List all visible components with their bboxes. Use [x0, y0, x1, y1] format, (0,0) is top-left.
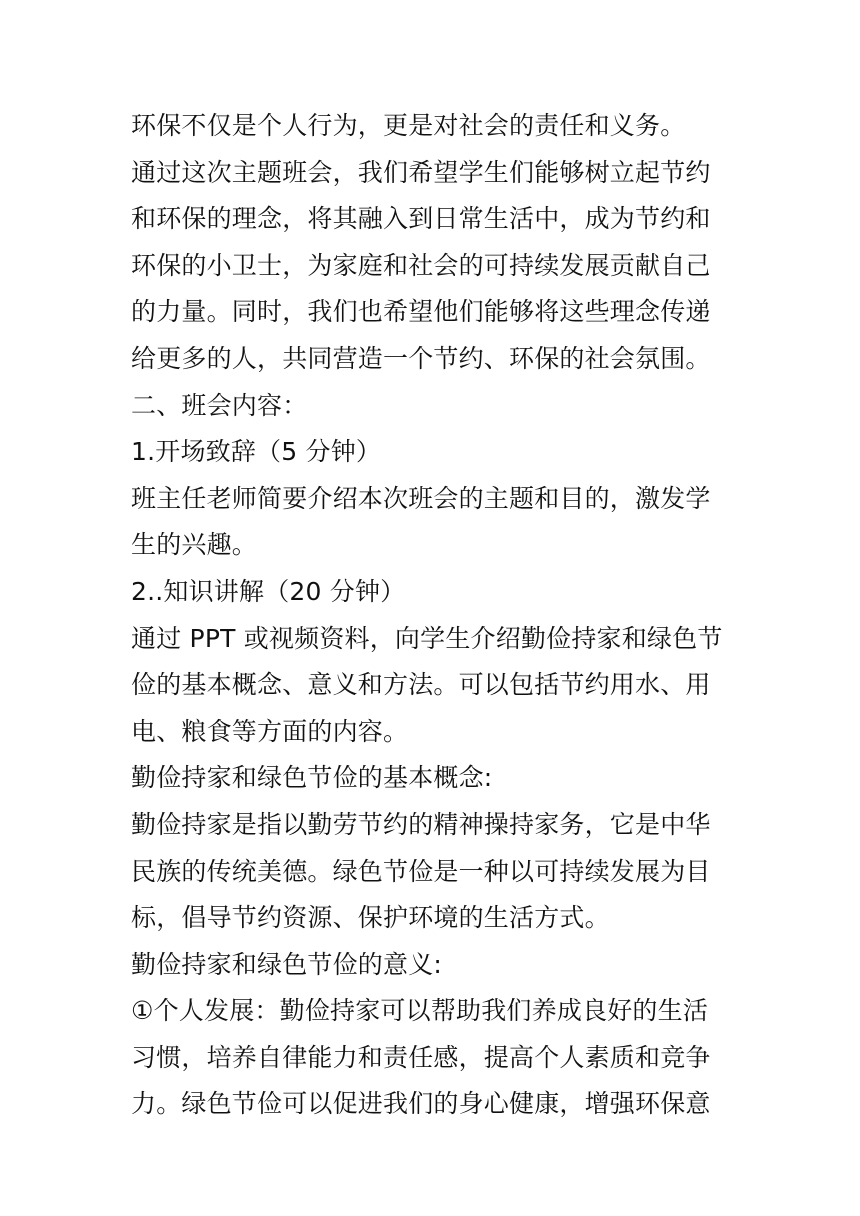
text-line: 的力量。同时，我们也希望他们能够将这些理念传递	[131, 297, 711, 327]
text-line: 班主任老师简要介绍本次班会的主题和目的，激发学	[131, 483, 711, 513]
text-line: 标，倡导节约资源、保护环境的生活方式。	[131, 903, 610, 933]
text-line: 环保的小卫士，为家庭和社会的可持续发展贡献自己	[131, 250, 711, 280]
text-line: 勤俭持家是指以勤劳节约的精神操持家务，它是中华	[131, 809, 711, 839]
text-line: ①个人发展：勤俭持家可以帮助我们养成良好的生活	[131, 996, 709, 1026]
text-line: 电、粮食等方面的内容。	[131, 716, 409, 746]
text-line: 力。绿色节俭可以促进我们的身心健康，增强环保意	[131, 1089, 711, 1119]
text-line: 勤俭持家和绿色节俭的基本概念:	[131, 763, 493, 793]
text-line: 俭的基本概念、意义和方法。可以包括节约用水、用	[131, 670, 711, 700]
text-line: 习惯，培养自律能力和责任感，提高个人素质和竞争	[131, 1042, 711, 1072]
section-heading: 二、班会内容：	[131, 390, 308, 420]
text-line: 通过 PPT 或视频资料，向学生介绍勤俭持家和绿色节	[131, 623, 723, 653]
text-line: 勤俭持家和绿色节俭的意义:	[131, 949, 443, 979]
text-line: 民族的传统美德。绿色节俭是一种以可持续发展为目	[131, 856, 711, 886]
document-body	[131, 103, 731, 1128]
text-line: 给更多的人，共同营造一个节约、环保的社会氛围。	[131, 343, 711, 373]
subsection-heading: 1.开场致辞（5 分钟）	[131, 437, 382, 467]
text-line: 和环保的理念，将其融入到日常生活中，成为节约和	[131, 204, 711, 234]
text-line: 生的兴趣。	[131, 530, 258, 560]
subsection-heading: 2..知识讲解（20 分钟）	[131, 576, 406, 606]
text-line: 环保不仅是个人行为，更是对社会的责任和义务。	[131, 111, 686, 140]
text-line: 通过这次主题班会，我们希望学生们能够树立起节约	[131, 157, 711, 187]
